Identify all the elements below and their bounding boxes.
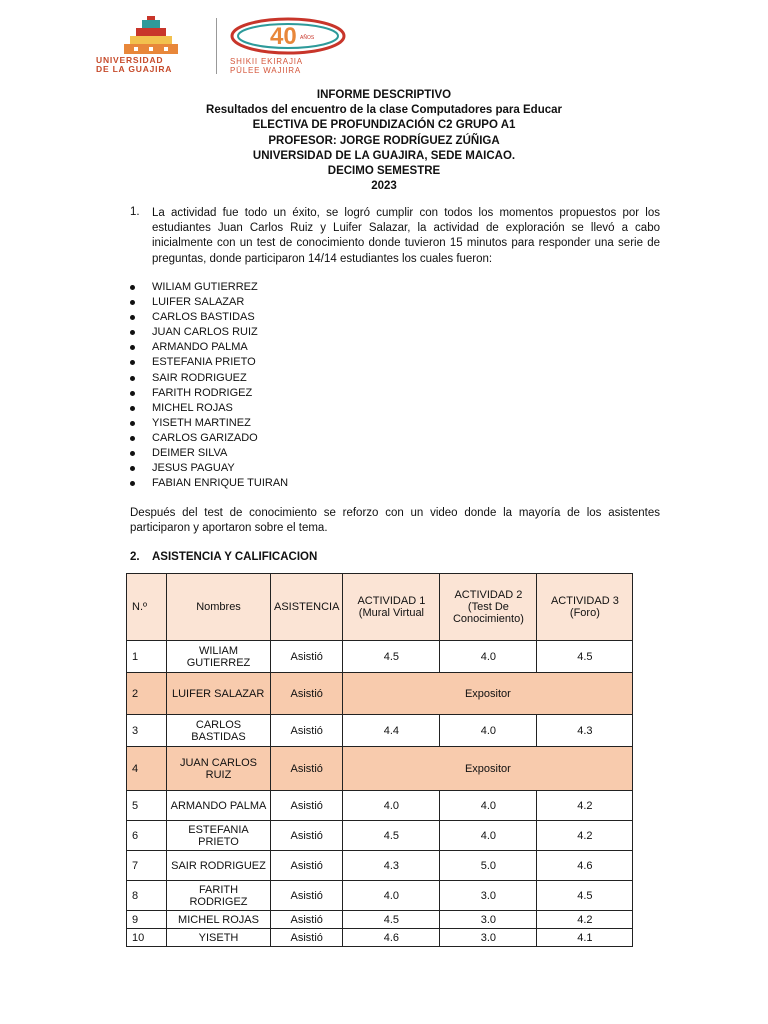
anniversary-word: AÑOS [300, 35, 315, 41]
row-num: 5 [127, 791, 167, 821]
row-act2: 3.0 [440, 881, 537, 911]
list-item [130, 431, 288, 446]
bullet-icon [130, 391, 135, 396]
row-num: 3 [127, 715, 167, 747]
row-act2: 3.0 [440, 911, 537, 929]
report-professor: PROFESOR: JORGE RODRÍGUEZ ZÚÑIGA [268, 134, 500, 147]
table-row [127, 929, 633, 947]
row-act1: 4.5 [343, 821, 440, 851]
row-attendance: Asistió [271, 715, 343, 747]
row-expositor: Expositor [343, 673, 633, 715]
student-name: CARLOS GARIZADO [152, 431, 258, 444]
row-act2: 4.0 [440, 715, 537, 747]
student-name: JESUS PAGUAY [152, 462, 235, 475]
col-header-name: Nombres [167, 574, 271, 641]
list-item [130, 355, 288, 370]
grades-table [126, 573, 633, 947]
table-header-row [127, 574, 633, 641]
university-name-line1: UNIVERSIDAD [96, 55, 164, 65]
list-item [130, 295, 288, 310]
university-name [96, 56, 172, 74]
row-num: 9 [127, 911, 167, 929]
student-name: JUAN CARLOS RUIZ [152, 326, 258, 339]
bullet-icon [130, 436, 135, 441]
row-act1: 4.5 [343, 641, 440, 673]
bullet-icon [130, 466, 135, 471]
list-item [130, 325, 288, 340]
row-name: YISETH [167, 929, 271, 947]
bullet-icon [130, 481, 135, 486]
header-logos [96, 14, 356, 76]
row-act2: 5.0 [440, 851, 537, 881]
report-course: ELECTIVA DE PROFUNDIZACIÓN C2 GRUPO A1 [252, 119, 516, 132]
row-name: JUAN CARLOS RUIZ [167, 747, 271, 791]
table-row [127, 821, 633, 851]
student-name: FABIAN ENRIQUE TUIRAN [152, 477, 289, 490]
student-name: ARMANDO PALMA [152, 341, 248, 354]
row-attendance: Asistió [271, 673, 343, 715]
list-item [130, 476, 288, 491]
bullet-icon [130, 315, 135, 320]
list-item [130, 280, 288, 295]
student-name: DEIMER SILVA [152, 447, 228, 460]
row-num: 6 [127, 821, 167, 851]
list-item [130, 310, 288, 325]
row-name: CARLOS BASTIDAS [167, 715, 271, 747]
list-item [130, 416, 288, 431]
row-act1: 4.0 [343, 791, 440, 821]
table-row [127, 747, 633, 791]
col-header-act2: ACTIVIDAD 2 (Test De Conocimiento) [440, 574, 537, 641]
table-row [127, 881, 633, 911]
row-act2: 3.0 [440, 929, 537, 947]
col-header-num: N.º [127, 574, 167, 641]
row-name: FARITH RODRIGEZ [167, 881, 271, 911]
row-name: LUIFER SALAZAR [167, 673, 271, 715]
row-name: SAIR RODRIGUEZ [167, 851, 271, 881]
row-act2: 4.0 [440, 791, 537, 821]
bullet-icon [130, 406, 135, 411]
report-semester: DECIMO SEMESTRE [327, 165, 441, 178]
section2-number: 2. [130, 551, 140, 563]
row-attendance: Asistió [271, 911, 343, 929]
student-list [130, 280, 288, 491]
wayuu-motto-line1: SHIKII EKIRAJIA [230, 57, 303, 66]
row-act3: 4.2 [537, 821, 633, 851]
table-row [127, 851, 633, 881]
row-name: ARMANDO PALMA [167, 791, 271, 821]
bullet-icon [130, 360, 135, 365]
row-num: 2 [127, 673, 167, 715]
row-attendance: Asistió [271, 641, 343, 673]
bullet-icon [130, 345, 135, 350]
row-act3: 4.2 [537, 791, 633, 821]
student-name: SAIR RODRIGUEZ [152, 371, 247, 384]
section1-number: 1. [130, 206, 140, 218]
wayuu-motto [230, 58, 303, 75]
bullet-icon [130, 330, 135, 335]
row-num: 1 [127, 641, 167, 673]
section1-paragraph: La actividad fue todo un éxito, se logró cumplir con todos los momentos propuestos por los estudiantes Juan Carlos Ruiz y Luifer Salazar, la actividad de exploración se llevó a cabo inicialmente con un test de conocimiento donde tuvieron 15 minutos para responder una serie de preguntas, donde participaron 14/14 estudiantes los cuales fueron: [152, 207, 660, 265]
row-act3: 4.6 [537, 851, 633, 881]
section2-heading [130, 551, 317, 563]
university-emblem-icon [122, 16, 180, 56]
row-act1: 4.5 [343, 911, 440, 929]
student-name: CARLOS BASTIDAS [152, 311, 255, 324]
list-item [130, 401, 288, 416]
row-act1: 4.0 [343, 881, 440, 911]
col-header-attendance: ASISTENCIA [271, 574, 343, 641]
student-name: ESTEFANIA PRIETO [152, 356, 256, 369]
row-act3: 4.3 [537, 715, 633, 747]
row-act2: 4.0 [440, 641, 537, 673]
anniversary-number: 40 [270, 23, 297, 50]
row-name: WILIAM GUTIERREZ [167, 641, 271, 673]
student-name: MICHEL ROJAS [152, 401, 233, 414]
bullet-icon [130, 376, 135, 381]
row-attendance: Asistió [271, 851, 343, 881]
report-university: UNIVERSIDAD DE LA GUAJIRA, SEDE MAICAO. [252, 149, 516, 162]
row-num: 4 [127, 747, 167, 791]
row-act3: 4.2 [537, 911, 633, 929]
col-header-act1: ACTIVIDAD 1 (Mural Virtual [343, 574, 440, 641]
student-name: WILIAM GUTIERREZ [152, 281, 258, 293]
row-act1: 4.3 [343, 851, 440, 881]
report-title: INFORME DESCRIPTIVO [316, 89, 452, 101]
section2-title: ASISTENCIA Y CALIFICACION [152, 551, 318, 563]
wayuu-motto-line2: PÜLEE WAJIIRA [230, 65, 302, 75]
student-name: YISETH MARTINEZ [152, 416, 251, 429]
bullet-icon [130, 285, 135, 290]
row-attendance: Asistió [271, 791, 343, 821]
row-num: 7 [127, 851, 167, 881]
report-year: 2023 [371, 180, 397, 193]
table-row [127, 641, 633, 673]
list-item [130, 386, 288, 401]
table-row [127, 715, 633, 747]
table-row [127, 791, 633, 821]
list-item [130, 446, 288, 461]
student-name: FARITH RODRIGEZ [152, 386, 253, 399]
university-name-line2: DE LA GUAJIRA [96, 64, 173, 74]
row-act3: 4.5 [537, 641, 633, 673]
row-act3: 4.1 [537, 929, 633, 947]
row-attendance: Asistió [271, 821, 343, 851]
row-name: ESTEFANIA PRIETO [167, 821, 271, 851]
table-row [127, 911, 633, 929]
row-act1: 4.6 [343, 929, 440, 947]
row-attendance: Asistió [271, 929, 343, 947]
bullet-icon [130, 300, 135, 305]
logo-divider [216, 18, 217, 74]
section1-followup: Después del test de conocimiento se reforzo con un video donde la mayoría de los asistentes participaron y aportaron sobre el tema. [130, 507, 660, 535]
report-subtitle: Resultados del encuentro de la clase Computadores para Educar [206, 104, 562, 117]
list-item [130, 340, 288, 355]
table-row [127, 673, 633, 715]
row-name: MICHEL ROJAS [167, 911, 271, 929]
row-attendance: Asistió [271, 747, 343, 791]
row-expositor: Expositor [343, 747, 633, 791]
list-item [130, 371, 288, 386]
row-act3: 4.5 [537, 881, 633, 911]
row-act1: 4.4 [343, 715, 440, 747]
anniversary-logo-icon [230, 16, 346, 56]
row-num: 8 [127, 881, 167, 911]
bullet-icon [130, 421, 135, 426]
row-act2: 4.0 [440, 821, 537, 851]
row-num: 10 [127, 929, 167, 947]
report-header [0, 88, 768, 194]
bullet-icon [130, 451, 135, 456]
student-name: LUIFER SALAZAR [152, 296, 245, 309]
list-item [130, 461, 288, 476]
row-attendance: Asistió [271, 881, 343, 911]
col-header-act3: ACTIVIDAD 3 (Foro) [537, 574, 633, 641]
